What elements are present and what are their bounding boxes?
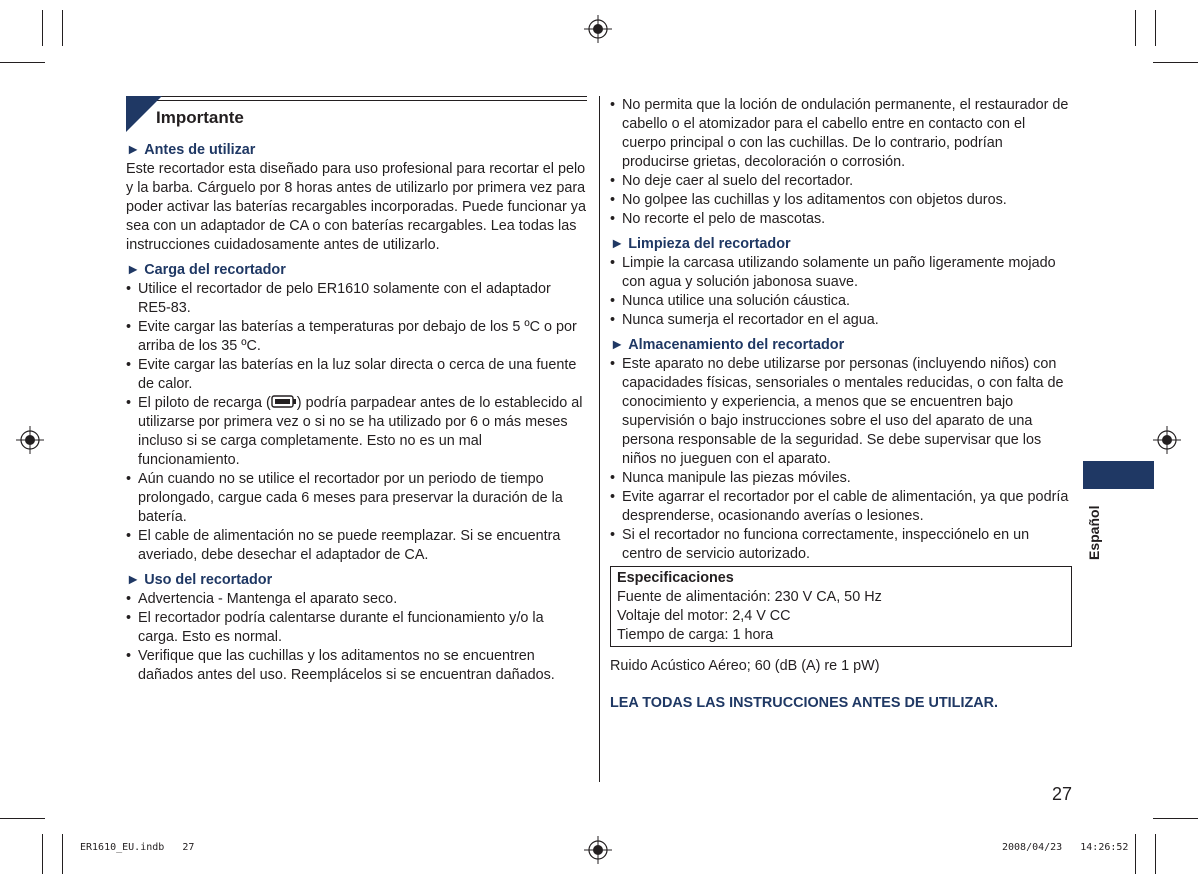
column-divider xyxy=(599,96,600,782)
precautions-list xyxy=(610,96,1072,229)
language-tab-label: Español xyxy=(1086,505,1102,560)
list-item: • El recortador podría calentarse durante el funcionamiento y/o la carga. Esto es normal. xyxy=(126,609,587,647)
section-heading: ► Almacenamiento del recortador xyxy=(610,337,845,353)
list-item: • No recorte el pelo de mascotas. xyxy=(610,210,1072,229)
list-item: • Este aparato no debe utilizarse por personas (incluyendo niños) con capacidades físicas, sensoriales o mentales reducidas, o con falta de conocimiento y experiencia, a menos que se encuentren bajo supervisión o bajo instrucciones sobre el uso del aparato de una persona responsable de la seguridad. Se debe supervisar que los niños no jueguen con el aparato. xyxy=(610,355,1072,469)
footer-timestamp: 2008/04/23 14:26:52 xyxy=(1002,842,1129,853)
important-header xyxy=(126,96,587,132)
list-item: • Utilice el recortador de pelo ER1610 solamente con el adaptador RE5-83. xyxy=(126,280,587,318)
spec-line: Voltaje del motor: 2,4 V CC xyxy=(617,608,791,624)
list-item: • Si el recortador no funciona correctamente, inspecciónelo en un centro de servicio autorizado. xyxy=(610,526,1072,564)
section-charging xyxy=(126,261,587,565)
specs-title: Especificaciones xyxy=(617,570,734,586)
section-heading: ► Antes de utilizar xyxy=(126,142,256,158)
section-storage xyxy=(610,336,1072,564)
registration-mark-icon xyxy=(584,15,612,43)
page-number: 27 xyxy=(1051,784,1072,804)
list-item: • Evite cargar las baterías a temperaturas por debajo de los 5 ºC o por arriba de los 35 ºC. xyxy=(126,318,587,356)
list-item: • Nunca sumerja el recortador en el agua. xyxy=(610,311,1072,330)
paragraph: Este recortador esta diseñado para uso profesional para recortar el pelo y la barba. Cárguelo por 8 horas antes de utilizarlo por primera vez para poder activar las baterías recargables incorporadas. Puede funcionar ya sea con un adaptador de CA o con baterías recargables. Lea todas las instrucciones cuidadosamente antes de utilizarlo. xyxy=(126,161,586,253)
list-item: • El cable de alimentación no se puede reemplazar. Si se encuentra averiado, debe desechar el adaptador de CA. xyxy=(126,527,587,565)
language-tab-block xyxy=(1083,461,1154,489)
section-usage xyxy=(126,571,587,685)
section-heading: ► Uso del recortador xyxy=(126,572,273,588)
list-item: • Evite agarrar el recortador por el cable de alimentación, ya que podría desprenderse, ocasionando averías o lesiones. xyxy=(610,488,1072,526)
final-notice: LEA TODAS LAS INSTRUCCIONES ANTES DE UTILIZAR. xyxy=(610,695,999,711)
registration-mark-icon xyxy=(16,426,44,454)
important-title: Importante xyxy=(156,108,244,127)
section-cleaning xyxy=(610,235,1072,330)
list-item: • No permita que la loción de ondulación permanente, el restaurador de cabello o el atomizador para el cabello entre en contacto con el cuerpo principal o con las cuchillas. De lo contrario, podrían producirse grietas, decoloración o corrosión. xyxy=(610,96,1072,172)
section-heading: ► Limpieza del recortador xyxy=(610,236,791,252)
list-item: • Limpie la carcasa utilizando solamente un paño ligeramente mojado con agua y solución jabonosa suave. xyxy=(610,254,1072,292)
list-item: • No golpee las cuchillas y los aditamentos con objetos duros. xyxy=(610,191,1072,210)
list-item: • El piloto de recarga ( ) podría parpadear antes de lo establecido al utilizarse por primera vez o si no se ha utilizado por 6 o más meses incluso si se carga completamente. Esto no es un mal funcionamiento. xyxy=(126,394,587,470)
registration-mark-icon xyxy=(1153,426,1181,454)
section-before-use xyxy=(126,141,587,255)
list-item: • Nunca utilice una solución cáustica. xyxy=(610,292,1072,311)
list-item: • No deje caer al suelo del recortador. xyxy=(610,172,1072,191)
noise-spec: Ruido Acústico Aéreo; 60 (dB (A) re 1 pW) xyxy=(610,658,880,674)
list-item: • Evite cargar las baterías en la luz solar directa o cerca de una fuente de calor. xyxy=(126,356,587,394)
left-column xyxy=(126,96,587,685)
list-item: • Nunca manipule las piezas móviles. xyxy=(610,469,1072,488)
specs-box xyxy=(610,566,1072,647)
list-item: • Verifique que las cuchillas y los aditamentos no se encuentren dañados antes del uso. Reemplácelos si se encuentran dañados. xyxy=(126,647,587,685)
footer-file: ER1610_EU.indb 27 xyxy=(80,842,195,853)
right-column xyxy=(610,96,1072,713)
section-heading: ► Carga del recortador xyxy=(126,262,286,278)
spec-line: Tiempo de carga: 1 hora xyxy=(617,627,774,643)
registration-mark-icon xyxy=(584,836,612,864)
list-item: • Advertencia - Mantenga el aparato seco. xyxy=(126,590,587,609)
spec-line: Fuente de alimentación: 230 V CA, 50 Hz xyxy=(617,589,882,605)
battery-icon xyxy=(271,395,297,408)
list-item: • Aún cuando no se utilice el recortador por un periodo de tiempo prolongado, cargue cada 6 meses para preservar la duración de la batería. xyxy=(126,470,587,527)
